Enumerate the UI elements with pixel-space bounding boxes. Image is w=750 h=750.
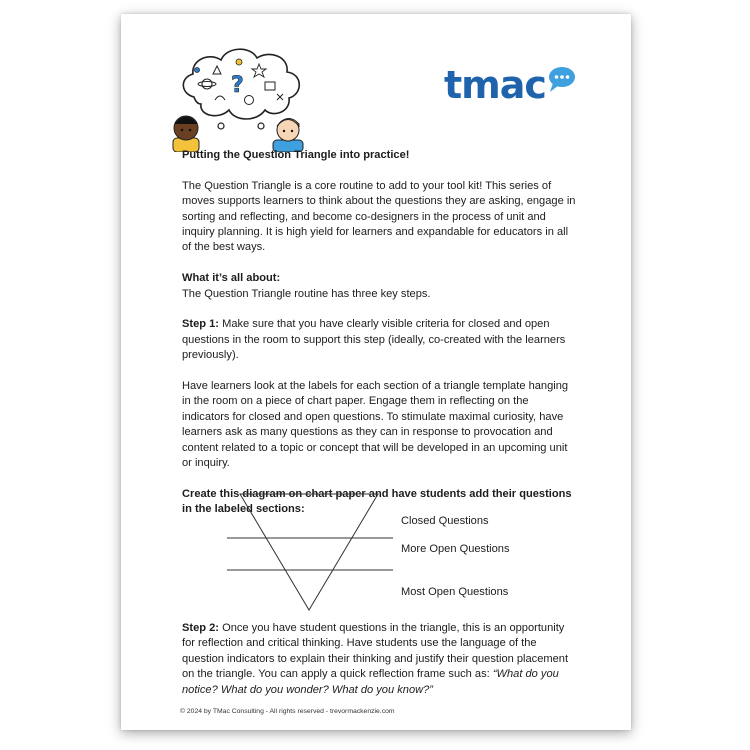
- step1-label: Step 1:: [182, 318, 219, 331]
- step2-quote: “What do you notice? What do you wonder? What do you know?”: [182, 668, 559, 696]
- step1-text: Make sure that you have clearly visible criteria for closed and open questions in the room to support this step (ideally, co-created with the learners previously).: [182, 318, 566, 362]
- step2-section: [182, 621, 578, 713]
- intro-paragraph: The Question Triangle is a core routine to add to your tool kit! This series of moves supports learners to think about the questions they are asking, engage in sorting and reflecting, and become co-designers in the process of unit and inquiry planning. It is high yield for learners and expandable for educators in all of the best ways.: [182, 179, 576, 254]
- about-text: The Question Triangle routine has three key steps.: [182, 287, 431, 300]
- copyright-footer: © 2024 by TMac Consulting - All rights reserved - trevormackenzie.com: [180, 708, 395, 715]
- question-triangle-diagram: [227, 492, 617, 617]
- about-heading: What it’s all about:: [182, 272, 281, 285]
- tmac-logo: [444, 61, 577, 109]
- label-more-open-questions: More Open Questions: [401, 543, 510, 555]
- kids-wondering-illustration: [169, 42, 309, 152]
- label-most-open-questions: Most Open Questions: [401, 586, 509, 598]
- step2-paragraph: [182, 621, 578, 698]
- diagram-heading: Create this diagram on chart paper and have students add their questions in the labeled sections:: [182, 487, 572, 516]
- step2-label: Step 2:: [182, 622, 219, 634]
- svg-text:?: ?: [231, 73, 244, 98]
- document-title: Putting the Question Triangle into practice!: [182, 149, 410, 161]
- learners-paragraph: Have learners look at the labels for each section of a triangle template hanging in the room on a piece of chart paper. Engage them in reflecting on the indicators for closed and open questions. To stimulate maximal curiosity, have learners ask as many questions as they can in response to provocation and content related to a topic or concept that will be developed in an upcoming unit or inquiry.: [182, 380, 569, 470]
- document-page: [121, 14, 631, 730]
- step2-text: Once you have student questions in the triangle, this is an opportunity for reflection and critical thinking. Have students use the language of the question indicators to explain their thinking and justify their question placement on the triangle. You can apply a quick reflection frame such as:: [182, 622, 569, 681]
- inverted-triangle: [240, 494, 378, 610]
- step1-paragraph: [182, 317, 578, 363]
- document-body: [182, 148, 578, 533]
- about-section: [182, 271, 578, 302]
- speech-bubble-icon: [547, 65, 577, 95]
- logo-text: tmac: [444, 63, 546, 107]
- label-closed-questions: Closed Questions: [401, 515, 489, 527]
